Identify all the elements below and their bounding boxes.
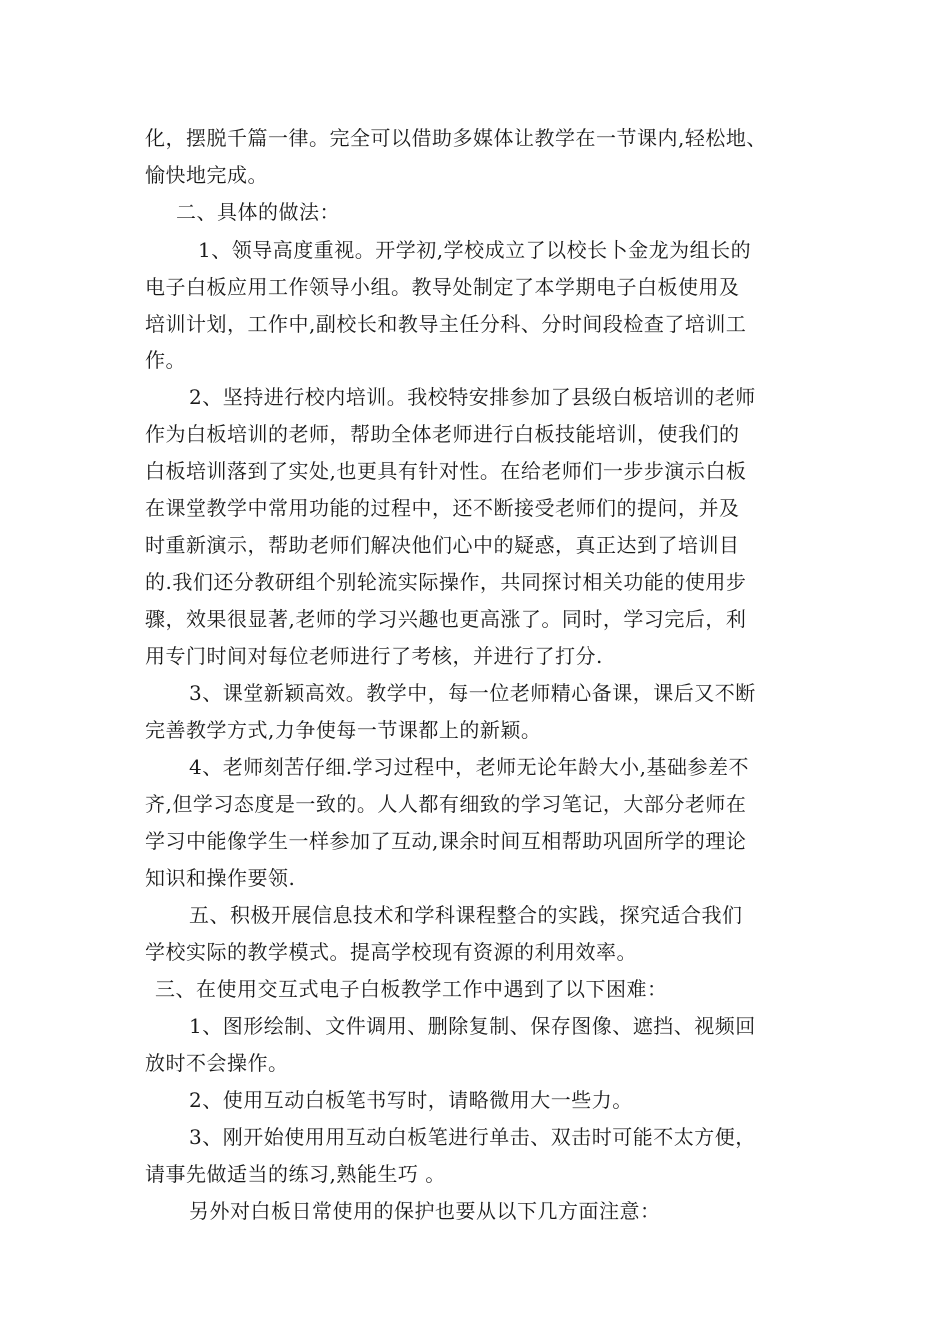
- section-heading: 三、在使用交互式电子白板教学工作中遇到了以下困难：: [155, 977, 668, 1001]
- paragraph-line: 放时不会操作。: [145, 1051, 289, 1075]
- section-heading: 二、具体的做法：: [176, 200, 340, 224]
- paragraph-line: 化，摆脱千篇一律。完全可以借助多媒体让教学在一节课内,轻松地、: [145, 126, 767, 150]
- paragraph-line: 学习中能像学生一样参加了互动,课余时间互相帮助巩固所学的理论: [145, 829, 747, 853]
- paragraph-line: 作为白板培训的老师，帮助全体老师进行白板技能培训，使我们的: [145, 422, 740, 446]
- paragraph-line: 的.我们还分教研组个别轮流实际操作，共同探讨相关功能的使用步: [145, 570, 747, 594]
- paragraph-line: 4、老师刻苦仔细.学习过程中，老师无论年龄大小,基础参差不: [189, 755, 749, 779]
- paragraph-line: 时重新演示，帮助老师们解决他们心中的疑惑，真正达到了培训目: [145, 533, 740, 557]
- paragraph-line: 骤，效果很显著,老师的学习兴趣也更高涨了。同时，学习完后，利: [145, 607, 747, 631]
- paragraph-line: 另外对白板日常使用的保护也要从以下几方面注意：: [189, 1199, 661, 1223]
- paragraph-line: 电子白板应用工作领导小组。教导处制定了本学期电子白板使用及: [145, 275, 740, 299]
- paragraph-line: 学校实际的教学模式。提高学校现有资源的利用效率。: [145, 940, 637, 964]
- paragraph-line: 3、刚开始使用用互动白板笔进行单击、双击时可能不太方便，: [189, 1125, 756, 1149]
- paragraph-line: 2、坚持进行校内培训。我校特安排参加了县级白板培训的老师: [189, 385, 756, 409]
- paragraph-line: 白板培训落到了实处,也更具有针对性。在给老师们一步步演示白板: [145, 459, 747, 483]
- paragraph-line: 培训计划，工作中,副校长和教导主任分科、分时间段检查了培训工: [145, 312, 747, 336]
- paragraph-line: 知识和操作要领.: [145, 866, 296, 890]
- paragraph-line: 齐,但学习态度是一致的。人人都有细致的学习笔记，大部分老师在: [145, 792, 747, 816]
- paragraph-line: 五、积极开展信息技术和学科课程整合的实践，探究适合我们: [189, 903, 743, 927]
- paragraph-line: 用专门时间对每位老师进行了考核，并进行了打分.: [145, 644, 603, 668]
- paragraph-line: 2、使用互动白板笔书写时，请略微用大一些力。: [189, 1088, 633, 1112]
- paragraph-line: 1、领导高度重视。开学初,学校成立了以校长卜金龙为组长的: [198, 238, 752, 262]
- paragraph-line: 1、图形绘制、文件调用、删除复制、保存图像、遮挡、视频回: [189, 1014, 756, 1038]
- paragraph-line: 请事先做适当的练习,熟能生巧 。: [145, 1162, 446, 1186]
- paragraph-line: 愉快地完成。: [145, 163, 268, 187]
- paragraph-line: 完善教学方式,力争使每一节课都上的新颖。: [145, 718, 542, 742]
- paragraph-line: 作。: [145, 348, 186, 372]
- paragraph-line: 在课堂教学中常用功能的过程中，还不断接受老师们的提问，并及: [145, 496, 740, 520]
- paragraph-line: 3、课堂新颖高效。教学中，每一位老师精心备课，课后又不断: [189, 681, 756, 705]
